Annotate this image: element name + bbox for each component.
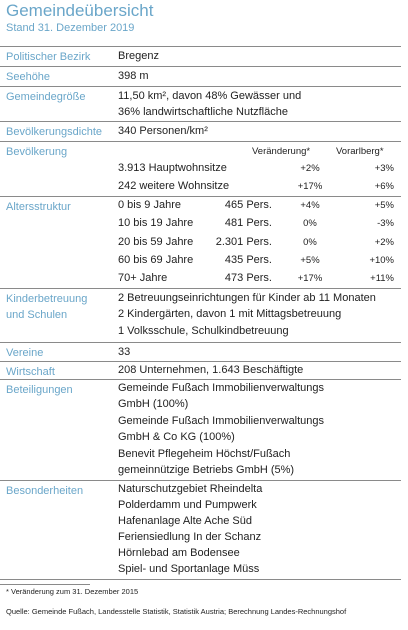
- age-change: +5%: [300, 255, 320, 266]
- source-note: Quelle: Gemeinde Fußach, Landesstelle Statistik, Statistik Austria; Berechnung Landes-Rechnungshof: [6, 607, 347, 616]
- label-vereine: Vereine: [6, 347, 44, 359]
- label-wirtschaft: Wirtschaft: [6, 366, 55, 378]
- age-vorarlberg: -3%: [377, 218, 394, 229]
- age-count: 473 Pers.: [224, 272, 272, 284]
- besonderheit-line: Polderdamm und Pumpwerk: [118, 499, 257, 511]
- age-vorarlberg: +11%: [370, 273, 394, 284]
- beteiligung-line: GmbH & Co KG (100%): [118, 431, 235, 443]
- row-groesse: [0, 86, 401, 121]
- bev-item-text: 3.913 Hauptwohnsitze: [118, 162, 227, 174]
- label-altersstruktur: Altersstruktur: [6, 201, 71, 213]
- besonderheit-line: Hörnlebad am Bodensee: [118, 547, 240, 559]
- label-beteiligungen: Beteiligungen: [6, 384, 73, 396]
- kinder-line: 1 Volksschule, Schulkindbetreuung: [118, 325, 289, 337]
- besonderheit-line: Naturschutzgebiet Rheindelta: [118, 483, 263, 495]
- beteiligung-line: gemeinnützige Betriebs GmbH (5%): [118, 464, 295, 476]
- row-vereine: [0, 342, 401, 361]
- label-bezirk: Politischer Bezirk: [6, 51, 91, 63]
- value-groesse-line1: 11,50 km², davon 48% Gewässer und: [118, 90, 302, 102]
- value-wirtschaft: 208 Unternehmen, 1.643 Beschäftigte: [118, 364, 304, 376]
- age-count: 435 Pers.: [224, 254, 272, 266]
- age-group: 70+ Jahre: [118, 272, 168, 284]
- label-dichte: Bevölkerungsdichte: [6, 126, 103, 138]
- label-seehoehe: Seehöhe: [6, 71, 51, 83]
- age-count: 481 Pers.: [224, 217, 272, 229]
- row-dichte: [0, 121, 401, 141]
- age-group: 20 bis 59 Jahre: [118, 236, 194, 248]
- bev-item-vorarlberg: +3%: [374, 163, 394, 174]
- row-altersstruktur: [0, 196, 401, 288]
- beteiligung-line: Gemeinde Fußach Immobilienverwaltungs: [118, 415, 325, 427]
- label-kinderbetreuung: [6, 291, 111, 323]
- page-title: Gemeindeübersicht: [6, 1, 154, 20]
- age-group: 10 bis 19 Jahre: [118, 217, 194, 229]
- label-groesse: Gemeindegröße: [6, 91, 86, 103]
- age-vorarlberg: +5%: [374, 200, 394, 211]
- age-vorarlberg: +2%: [374, 237, 394, 248]
- bev-item-text: 242 weitere Wohnsitze: [118, 180, 230, 192]
- page-subtitle: Stand 31. Dezember 2019: [6, 22, 135, 34]
- label-besonderheiten: Besonderheiten: [6, 485, 84, 497]
- row-seehoehe: [0, 66, 401, 86]
- footnote: * Veränderung zum 31. Dezember 2015: [6, 587, 139, 596]
- value-vereine: 33: [118, 346, 131, 358]
- beteiligung-line: Benevit Pflegeheim Höchst/Fußach: [118, 448, 291, 460]
- value-bezirk: Bregenz: [118, 50, 159, 62]
- age-count: 2.301 Pers.: [215, 236, 272, 248]
- besonderheit-line: Feriensiedlung In der Schanz: [118, 531, 262, 543]
- age-group: 60 bis 69 Jahre: [118, 254, 194, 266]
- beteiligung-line: GmbH (100%): [118, 398, 189, 410]
- row-kinderbetreuung: [0, 288, 401, 342]
- age-count: 465 Pers.: [224, 199, 272, 211]
- age-group: 0 bis 9 Jahre: [118, 199, 181, 211]
- bev-item-vorarlberg: +6%: [374, 181, 394, 192]
- value-groesse-line2: 36% landwirtschaftliche Nutzfläche: [118, 106, 288, 118]
- header-vorarlberg: Vorarlberg*: [336, 146, 384, 157]
- row-bezirk: [0, 46, 401, 66]
- label-bevoelkerung: Bevölkerung: [6, 146, 68, 158]
- age-change: +17%: [297, 273, 323, 284]
- besonderheit-line: Hafenanlage Alte Ache Süd: [118, 515, 252, 527]
- age-change: 0%: [303, 218, 317, 229]
- header-veraenderung: Veränderung*: [252, 146, 311, 157]
- label-kinderbetreuung-line1: Kinderbetreuung: [6, 293, 88, 305]
- bev-item-change: +17%: [297, 181, 323, 192]
- age-change: 0%: [303, 237, 317, 248]
- kinder-line: 2 Betreuungseinrichtungen für Kinder ab 11 Monaten: [118, 292, 376, 304]
- beteiligung-line: Gemeinde Fußach Immobilienverwaltungs: [118, 382, 325, 394]
- row-wirtschaft: [0, 361, 401, 379]
- footnote-rule: [0, 584, 90, 585]
- row-besonderheiten: [0, 480, 401, 580]
- bev-item-change: +2%: [300, 163, 320, 174]
- row-bevoelkerung: [0, 141, 401, 196]
- age-change: +4%: [300, 200, 320, 211]
- value-dichte: 340 Personen/km²: [118, 125, 208, 137]
- besonderheit-line: Spiel- und Sportanlage Müss: [118, 563, 260, 575]
- label-kinderbetreuung-line2: und Schulen: [6, 309, 68, 321]
- value-seehoehe: 398 m: [118, 70, 149, 82]
- kinder-line: 2 Kindergärten, davon 1 mit Mittagsbetreuung: [118, 308, 342, 320]
- row-beteiligungen: [0, 379, 401, 480]
- age-vorarlberg: +10%: [369, 255, 394, 266]
